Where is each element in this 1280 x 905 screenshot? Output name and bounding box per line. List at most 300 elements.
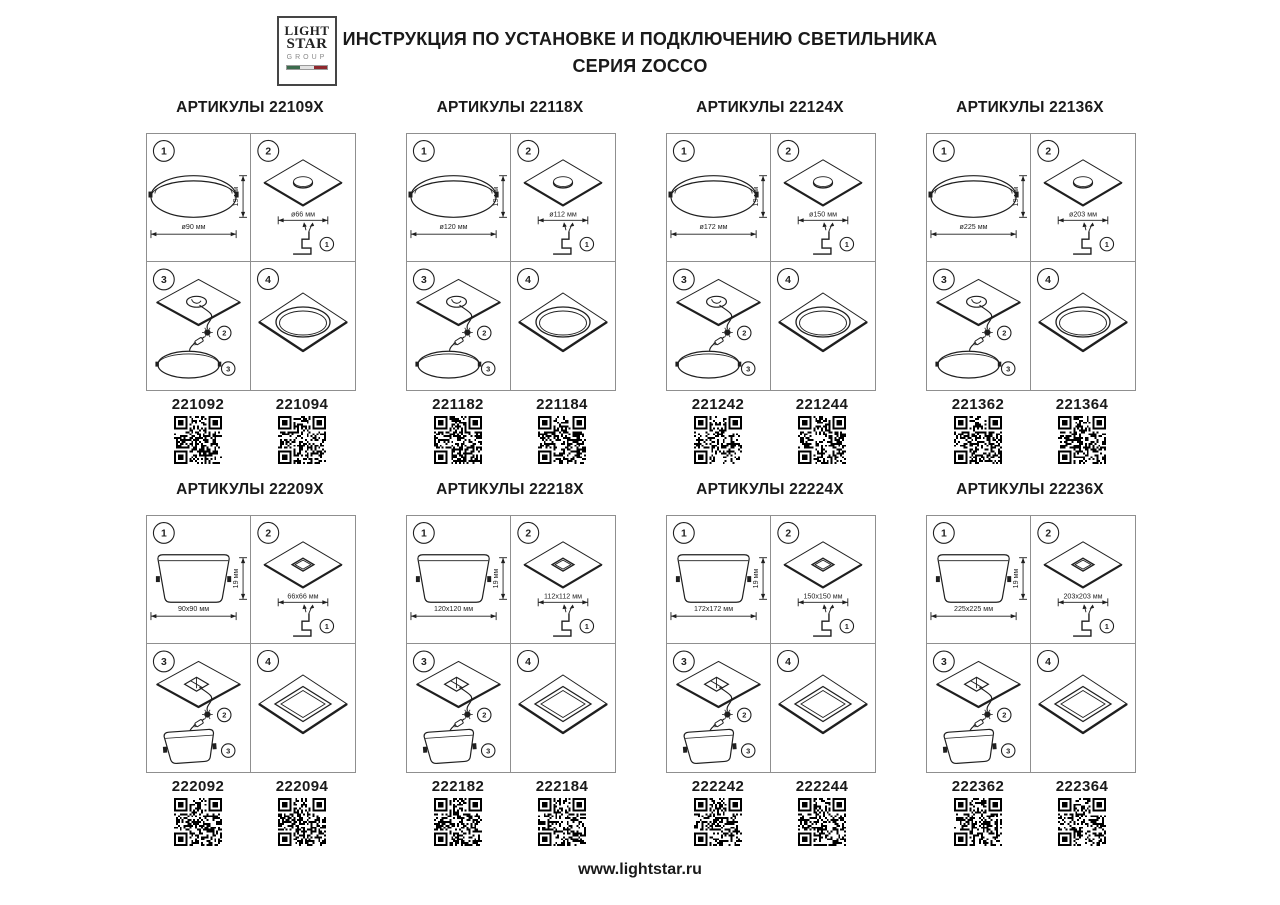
insert-arrow	[563, 604, 567, 612]
dimension-line	[411, 605, 496, 620]
svg-text:2: 2	[785, 528, 792, 540]
qr-code	[538, 416, 586, 464]
step-number-badge	[673, 651, 694, 672]
product-panel	[146, 99, 354, 464]
step-2-diagram	[251, 516, 355, 644]
dimension-line	[538, 592, 588, 606]
article-list	[666, 396, 874, 464]
logo-word-group: GROUP	[286, 54, 328, 61]
fixture-side-view	[148, 176, 241, 218]
svg-text:2: 2	[1002, 710, 1007, 720]
svg-text:3: 3	[420, 657, 427, 669]
svg-text:2: 2	[525, 528, 532, 540]
instruction-grid	[406, 133, 616, 391]
power-plug-icon	[713, 337, 724, 346]
product-panel	[406, 481, 614, 846]
panel-row-bottom	[0, 481, 1280, 846]
svg-text:172x172 мм: 172x172 мм	[693, 605, 734, 614]
callout-1	[1100, 237, 1113, 250]
dimension-line	[931, 223, 1016, 238]
svg-text:4: 4	[525, 273, 531, 286]
callout-3	[1001, 362, 1014, 375]
qr-code	[278, 798, 326, 846]
cutout-hole	[707, 296, 727, 307]
dimension-line-vertical	[752, 558, 767, 600]
step-number-badge	[153, 269, 174, 290]
article-item	[250, 778, 354, 846]
fixture-drawing	[942, 729, 998, 764]
callout-3	[741, 362, 754, 375]
wire-connector	[462, 710, 473, 719]
step-number-badge	[518, 269, 539, 290]
fixture-side-view	[408, 176, 501, 218]
qr-code	[538, 798, 586, 846]
fixture-drawing	[415, 351, 481, 378]
article-item	[1030, 396, 1134, 464]
article-item	[770, 778, 874, 846]
dimension-line	[931, 605, 1016, 620]
svg-text:19 мм: 19 мм	[752, 186, 761, 207]
step-number-badge	[518, 522, 539, 543]
svg-text:4: 4	[785, 273, 791, 286]
fixture-side-view	[668, 176, 761, 218]
svg-text:ø150 мм: ø150 мм	[808, 210, 838, 219]
step-number-badge	[778, 140, 799, 161]
cutout-hole	[967, 296, 987, 307]
callout-3	[1001, 744, 1014, 757]
step-profile-icon	[1073, 223, 1094, 255]
svg-text:2: 2	[265, 528, 272, 540]
svg-text:3: 3	[680, 275, 687, 287]
fixture-side-view	[676, 555, 751, 603]
svg-text:150x150 мм: 150x150 мм	[803, 592, 843, 601]
svg-text:1: 1	[584, 239, 589, 249]
power-plug-icon	[453, 337, 464, 346]
callout-1	[320, 237, 333, 250]
svg-text:1: 1	[680, 146, 687, 158]
svg-text:3: 3	[486, 746, 491, 756]
svg-text:19 мм: 19 мм	[492, 186, 501, 207]
article-item	[770, 396, 874, 464]
power-plug-icon	[453, 719, 464, 728]
callout-2	[478, 326, 491, 339]
article-number: 222184	[535, 778, 589, 795]
svg-text:3: 3	[160, 275, 167, 287]
svg-text:ø66 мм: ø66 мм	[290, 210, 316, 219]
svg-text:1: 1	[420, 528, 427, 540]
step-3-diagram	[667, 262, 771, 390]
dimension-line	[798, 592, 848, 606]
logo-word-star: STAR	[286, 36, 328, 52]
step-number-badge	[673, 141, 694, 162]
dimension-line-vertical	[492, 176, 507, 218]
panel-title: АРТИКУЛЫ 22224X	[696, 481, 844, 498]
installed-fixture	[1056, 307, 1110, 337]
svg-text:19 мм: 19 мм	[752, 568, 761, 589]
article-item	[510, 396, 614, 464]
svg-text:2: 2	[265, 146, 272, 158]
step-number-badge	[933, 141, 954, 162]
power-plug-icon	[193, 719, 204, 728]
qr-code	[798, 416, 846, 464]
step-4-diagram	[771, 262, 875, 390]
step-number-badge	[413, 141, 434, 162]
qr-code	[954, 798, 1002, 846]
step-number-badge	[933, 651, 954, 672]
step-number-badge	[1038, 269, 1059, 290]
panel-title: АРТИКУЛЫ 22109X	[176, 99, 324, 116]
step-1-diagram	[667, 134, 771, 262]
svg-text:3: 3	[1006, 364, 1011, 374]
installed-fixture	[796, 307, 850, 337]
svg-text:2: 2	[742, 710, 747, 720]
svg-text:2: 2	[1045, 528, 1052, 540]
svg-text:4: 4	[265, 273, 271, 286]
installed-fixture	[536, 307, 590, 337]
step-4-diagram	[251, 262, 355, 390]
dimension-line	[151, 223, 236, 238]
callout-3	[481, 362, 494, 375]
svg-text:19 мм: 19 мм	[232, 186, 241, 207]
step-number-badge	[778, 651, 799, 672]
svg-text:3: 3	[746, 746, 751, 756]
svg-text:4: 4	[265, 655, 271, 668]
step-2-diagram	[771, 516, 875, 644]
power-plug-icon	[973, 719, 984, 728]
article-number: 221184	[536, 396, 588, 413]
article-item	[666, 396, 770, 464]
article-list	[146, 778, 354, 846]
power-plug-icon	[973, 337, 984, 346]
svg-text:ø225 мм: ø225 мм	[959, 223, 988, 232]
step-2-diagram	[251, 134, 355, 262]
step-2-diagram	[511, 134, 615, 262]
callout-3	[221, 362, 234, 375]
step-3-diagram	[927, 262, 1031, 390]
step-profile-icon	[293, 605, 314, 637]
step-number-badge	[153, 523, 174, 544]
step-number-badge	[413, 523, 434, 544]
step-number-badge	[153, 141, 174, 162]
wire-connector	[982, 328, 993, 337]
step-profile-icon	[813, 605, 834, 637]
insert-arrow	[303, 222, 307, 230]
dimension-line	[671, 223, 756, 238]
step-number-badge	[258, 522, 279, 543]
panel-title: АРТИКУЛЫ 22136X	[956, 99, 1104, 116]
svg-text:1: 1	[160, 146, 167, 158]
svg-text:120x120 мм: 120x120 мм	[433, 605, 474, 614]
dimension-line	[1058, 210, 1108, 224]
step-number-badge	[518, 140, 539, 161]
svg-text:3: 3	[226, 364, 231, 374]
step-number-badge	[673, 269, 694, 290]
step-number-badge	[258, 269, 279, 290]
article-list	[666, 778, 874, 846]
svg-text:1: 1	[584, 621, 589, 631]
step-number-badge	[518, 651, 539, 672]
dimension-line-vertical	[1012, 176, 1027, 218]
step-2-diagram	[1031, 134, 1135, 262]
dimension-line-vertical	[1012, 558, 1027, 600]
insert-arrow	[823, 604, 827, 612]
insert-arrow	[823, 222, 827, 230]
svg-text:2: 2	[482, 328, 487, 338]
product-panel	[666, 481, 874, 846]
step-2-diagram	[771, 134, 875, 262]
panel-title: АРТИКУЛЫ 22118X	[436, 99, 584, 116]
svg-text:19 мм: 19 мм	[1012, 186, 1021, 207]
callout-1	[1100, 619, 1113, 632]
svg-text:66x66 мм: 66x66 мм	[287, 592, 319, 601]
step-number-badge	[1038, 140, 1059, 161]
svg-text:2: 2	[525, 146, 532, 158]
callout-2	[738, 708, 751, 721]
fixture-side-view	[156, 555, 231, 603]
panel-title: АРТИКУЛЫ 22124X	[696, 99, 844, 116]
power-plug-icon	[713, 719, 724, 728]
logo-word-light: LIGHT	[284, 23, 330, 38]
insert-arrow	[303, 604, 307, 612]
instruction-grid	[146, 133, 356, 391]
qr-code	[278, 416, 326, 464]
article-number: 221094	[275, 396, 329, 413]
fixture-side-view	[928, 176, 1021, 218]
svg-text:3: 3	[226, 746, 231, 756]
svg-text:2: 2	[785, 146, 792, 158]
callout-2	[218, 326, 231, 339]
fixture-drawing	[682, 729, 738, 764]
callout-2	[478, 708, 491, 721]
svg-text:3: 3	[420, 275, 427, 287]
qr-code	[1058, 416, 1106, 464]
product-panel	[406, 99, 614, 464]
article-number: 221092	[171, 396, 225, 413]
step-number-badge	[413, 651, 434, 672]
article-item	[146, 778, 250, 846]
panel-title: АРТИКУЛЫ 22236X	[956, 481, 1104, 498]
fixture-side-view	[416, 555, 491, 603]
insert-arrow	[1083, 604, 1087, 612]
document-title	[0, 23, 1280, 80]
svg-text:2: 2	[482, 710, 487, 720]
article-number: 221242	[691, 396, 745, 413]
svg-text:19 мм: 19 мм	[1012, 568, 1021, 589]
article-item	[510, 778, 614, 846]
step-4-diagram	[1031, 644, 1135, 772]
svg-text:4: 4	[1045, 273, 1051, 286]
dimension-line	[151, 605, 236, 620]
svg-text:19 мм: 19 мм	[492, 568, 501, 589]
step-1-diagram	[407, 134, 511, 262]
svg-text:ø120 мм: ø120 мм	[439, 223, 468, 232]
article-number: 222364	[1055, 778, 1109, 795]
svg-text:2: 2	[742, 328, 747, 338]
cutout-hole	[814, 177, 833, 188]
step-1-diagram	[927, 134, 1031, 262]
fixture-drawing	[162, 729, 218, 764]
dimension-line-vertical	[492, 558, 507, 600]
fixture-side-view	[936, 555, 1011, 603]
svg-text:3: 3	[680, 657, 687, 669]
svg-text:2: 2	[1002, 328, 1007, 338]
svg-text:3: 3	[486, 364, 491, 374]
instruction-grid	[666, 515, 876, 773]
callout-1	[580, 237, 593, 250]
wire-connector	[462, 328, 473, 337]
article-number: 222362	[951, 778, 1005, 795]
fixture-drawing	[422, 729, 478, 764]
step-profile-icon	[1073, 605, 1094, 637]
step-4-diagram	[511, 262, 615, 390]
wire-connector	[722, 710, 733, 719]
svg-text:ø203 мм: ø203 мм	[1068, 210, 1098, 219]
product-panel	[926, 99, 1134, 464]
instruction-grid	[926, 133, 1136, 391]
dimension-line	[411, 223, 496, 238]
dimension-line	[278, 210, 328, 224]
article-item	[406, 778, 510, 846]
callout-3	[741, 744, 754, 757]
svg-text:4: 4	[1045, 655, 1051, 668]
svg-text:1: 1	[160, 528, 167, 540]
instruction-grid	[146, 515, 356, 773]
wire-connector	[722, 328, 733, 337]
step-2-diagram	[511, 516, 615, 644]
step-1-diagram	[147, 134, 251, 262]
callout-2	[738, 326, 751, 339]
step-number-badge	[933, 269, 954, 290]
title-line-1: ИНСТРУКЦИЯ ПО УСТАНОВКЕ И ПОДКЛЮЧЕНИЮ СВЕТИЛЬНИКА	[342, 29, 938, 49]
svg-text:225x225 мм: 225x225 мм	[953, 605, 994, 614]
step-number-badge	[778, 522, 799, 543]
article-item	[406, 396, 510, 464]
step-number-badge	[778, 269, 799, 290]
step-4-diagram	[1031, 262, 1135, 390]
fixture-drawing	[675, 351, 741, 378]
article-item	[666, 778, 770, 846]
step-number-badge	[258, 140, 279, 161]
svg-text:4: 4	[785, 655, 791, 668]
installed-fixture	[276, 307, 330, 337]
svg-text:ø90 мм: ø90 мм	[181, 223, 206, 232]
article-number: 222242	[691, 778, 745, 795]
article-list	[406, 778, 614, 846]
svg-text:2: 2	[1045, 146, 1052, 158]
panel-row-top	[0, 99, 1280, 464]
wire-connector	[202, 710, 213, 719]
instruction-grid	[926, 515, 1136, 773]
svg-text:ø172 мм: ø172 мм	[699, 223, 728, 232]
product-panel	[926, 481, 1134, 846]
qr-code	[798, 798, 846, 846]
step-2-diagram	[1031, 516, 1135, 644]
article-number: 222182	[431, 778, 485, 795]
svg-text:4: 4	[525, 655, 531, 668]
svg-text:112x112 мм: 112x112 мм	[543, 592, 583, 601]
fixture-side-view	[162, 729, 218, 764]
cutout-hole	[447, 296, 467, 307]
dimension-line-vertical	[232, 558, 247, 600]
qr-code	[434, 416, 482, 464]
qr-code	[174, 416, 222, 464]
article-item	[146, 396, 250, 464]
step-1-diagram	[147, 516, 251, 644]
fixture-side-view	[422, 729, 478, 764]
step-3-diagram	[927, 644, 1031, 772]
panel-title: АРТИКУЛЫ 22218X	[436, 481, 584, 498]
step-4-diagram	[251, 644, 355, 772]
article-number: 221364	[1055, 396, 1109, 413]
article-number: 221182	[432, 396, 484, 413]
callout-1	[840, 237, 853, 250]
step-4-diagram	[771, 644, 875, 772]
svg-text:1: 1	[844, 239, 849, 249]
svg-text:3: 3	[746, 364, 751, 374]
svg-text:2: 2	[222, 710, 227, 720]
panel-title: АРТИКУЛЫ 22209X	[176, 481, 324, 498]
dimension-line	[798, 210, 848, 224]
step-3-diagram	[147, 262, 251, 390]
fixture-drawing	[155, 351, 221, 378]
step-1-diagram	[407, 516, 511, 644]
article-number: 222244	[795, 778, 849, 795]
dimension-line	[1058, 592, 1108, 606]
svg-text:1: 1	[324, 239, 329, 249]
article-number: 221244	[795, 396, 849, 413]
fixture-drawing	[935, 351, 1001, 378]
dimension-line	[278, 592, 328, 606]
svg-text:1: 1	[324, 621, 329, 631]
dimension-line	[538, 210, 588, 224]
svg-text:3: 3	[940, 275, 947, 287]
step-3-diagram	[407, 262, 511, 390]
callout-3	[221, 744, 234, 757]
svg-text:1: 1	[1104, 239, 1109, 249]
article-number: 221362	[951, 396, 1005, 413]
svg-text:90x90 мм: 90x90 мм	[177, 605, 210, 614]
wire-connector	[202, 328, 213, 337]
svg-text:19 мм: 19 мм	[232, 568, 241, 589]
qr-code	[694, 416, 742, 464]
article-item	[1030, 778, 1134, 846]
svg-text:3: 3	[1006, 746, 1011, 756]
title-line-2: СЕРИЯ ZOCCO	[572, 56, 708, 76]
article-item	[250, 396, 354, 464]
step-1-diagram	[927, 516, 1031, 644]
qr-code	[954, 416, 1002, 464]
cutout-hole	[1074, 177, 1093, 188]
svg-text:1: 1	[940, 528, 947, 540]
step-profile-icon	[293, 223, 314, 255]
step-number-badge	[153, 651, 174, 672]
step-number-badge	[933, 523, 954, 544]
step-number-badge	[1038, 651, 1059, 672]
article-list	[146, 396, 354, 464]
step-1-diagram	[667, 516, 771, 644]
callout-1	[580, 619, 593, 632]
fixture-side-view	[682, 729, 738, 764]
qr-code	[1058, 798, 1106, 846]
svg-text:1: 1	[680, 528, 687, 540]
qr-code	[694, 798, 742, 846]
callout-3	[481, 744, 494, 757]
callout-1	[840, 619, 853, 632]
insert-arrow	[563, 222, 567, 230]
svg-text:3: 3	[940, 657, 947, 669]
svg-text:1: 1	[420, 146, 427, 158]
svg-text:203x203 мм: 203x203 мм	[1063, 592, 1103, 601]
